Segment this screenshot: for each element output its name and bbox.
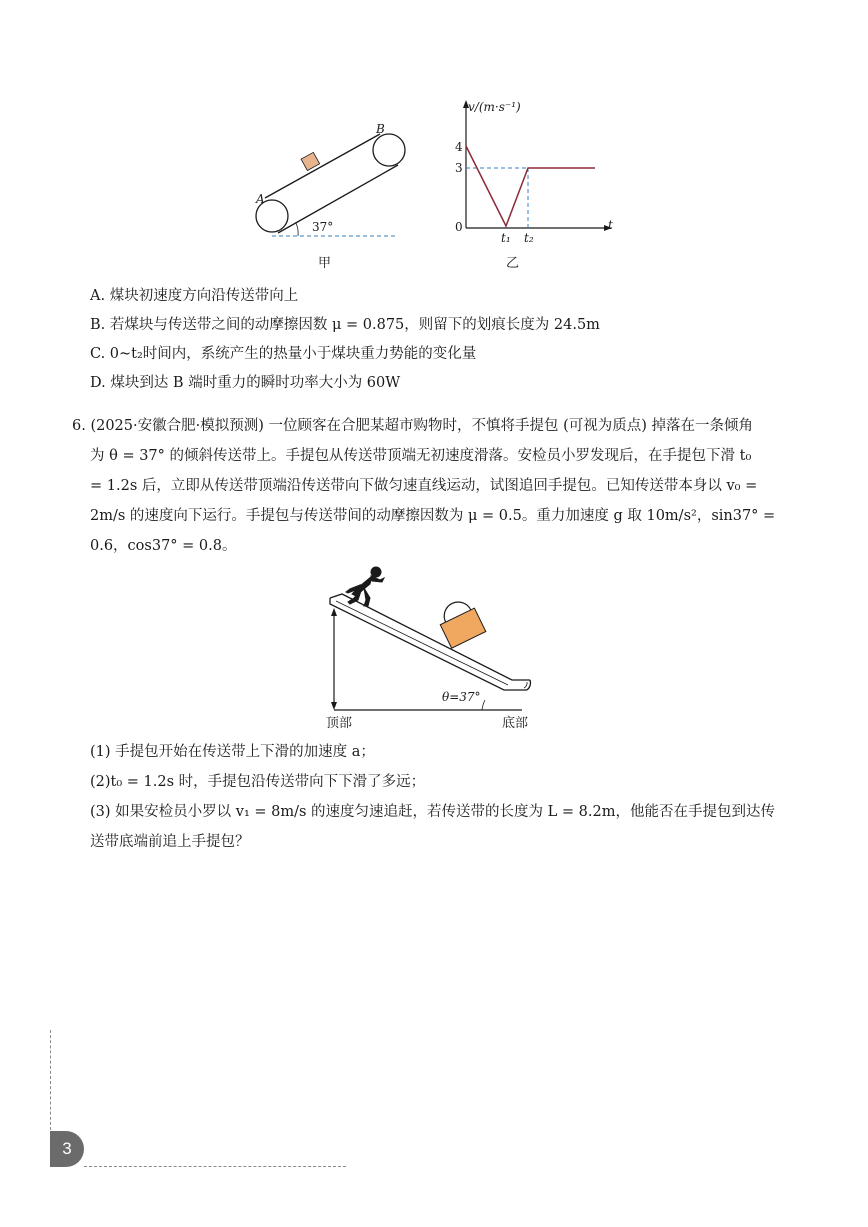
label-B: B: [376, 122, 385, 136]
tick-t2: t₂: [524, 231, 534, 245]
caption-yi: 乙: [506, 256, 520, 271]
escalator-angle-label: θ=37°: [442, 690, 481, 704]
sub-question-3: (3) 如果安检员小罗以 v₁ = 8m/s 的速度匀速追赶，若传送带的长度为 L = 8.2m，他能否在手提包到达传: [90, 804, 775, 820]
graph-t-axis-label: t: [608, 218, 613, 232]
sub-question-1: (1) 手提包开始在传送带上下滑的加速度 a；: [90, 744, 375, 760]
sub-question-2: (2)t₀ = 1.2s 时，手提包沿传送带向下下滑了多远；: [90, 774, 426, 790]
q6-line-1: 6. (2025·安徽合肥·模拟预测) 一位顾客在合肥某超市购物时，不慎将手提包 (可视为质点) 掉落在一条倾角: [72, 418, 754, 434]
label-A: A: [256, 192, 265, 206]
caption-jia: 甲: [318, 256, 332, 271]
tick-4: 4: [455, 140, 463, 154]
option-a: A. 煤块初速度方向沿传送带向上: [90, 288, 299, 304]
page-number: 3: [50, 1131, 84, 1167]
escalator-top-label: 顶部: [326, 716, 353, 731]
angle-label: 37°: [312, 220, 334, 234]
q6-line-2: 为 θ = 37° 的倾斜传送带上。手提包从传送带顶端无初速度滑落。安检员小罗发现后，在手提包下滑 t₀: [90, 448, 752, 464]
q6-line-5: 0.6，cos37° = 0.8。: [90, 538, 237, 554]
graph-v-axis-label: v/(m·s⁻¹): [468, 100, 521, 114]
escalator-figure: [322, 562, 547, 717]
q6-line-3: = 1.2s 后，立即从传送带顶端沿传送带向下做匀速直线运动，试图追回手提包。已知传送带本身以 v₀ =: [90, 478, 758, 494]
margin-dashed-horizontal: [84, 1166, 346, 1167]
tick-3: 3: [455, 161, 463, 175]
option-d: D. 煤块到达 B 端时重力的瞬时功率大小为 60W: [90, 375, 401, 391]
margin-dashed-vertical: [50, 1030, 51, 1130]
escalator-bottom-label: 底部: [502, 716, 529, 731]
sub-question-3-cont: 送带底端前追上手提包？: [90, 834, 250, 850]
option-b: B. 若煤块与传送带之间的动摩擦因数 μ = 0.875，则留下的划痕长度为 24.5m: [90, 317, 600, 333]
vt-graph-yi: [440, 98, 620, 248]
q6-line-4: 2m/s 的速度向下运行。手提包与传送带间的动摩擦因数为 μ = 0.5。重力加速度 g 取 10m/s²，sin37° =: [90, 508, 776, 524]
tick-t1: t₁: [501, 231, 511, 245]
option-c: C. 0~t₂时间内，系统产生的热量小于煤块重力势能的变化量: [90, 346, 477, 362]
tick-0: 0: [455, 220, 463, 234]
